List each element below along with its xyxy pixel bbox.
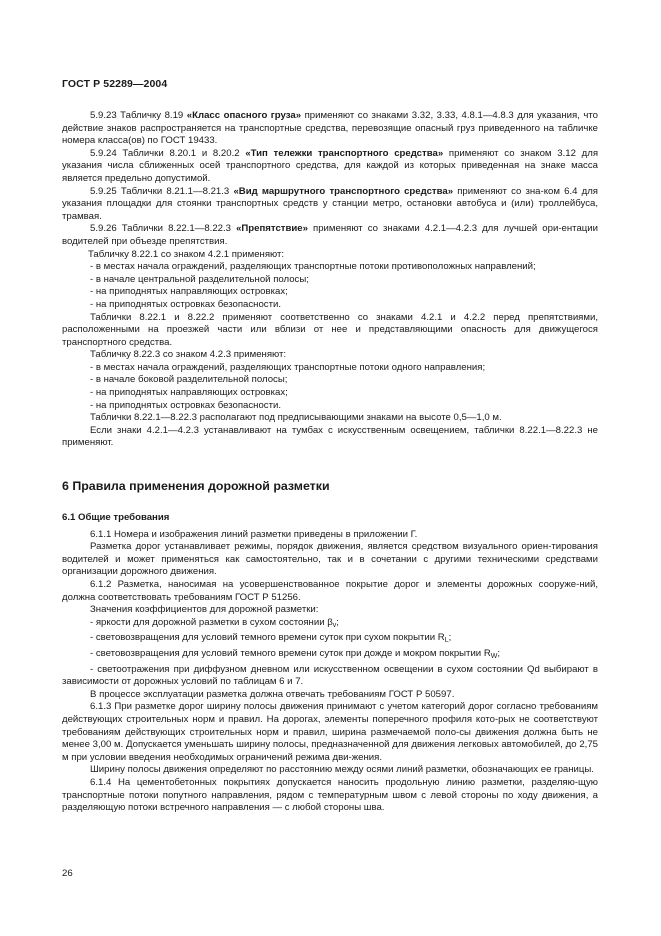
paragraph-5-9-25: 5.9.25 Таблички 8.21.1—8.21.3 «Вид маршрутного транспортного средства» применяют со зна-ком 6.4 для указания площадки для стоянки транспортных средств у станции метро, остановки автобуса и (или) троллейбуса, трамвая. bbox=[62, 185, 599, 222]
paragraph-6-1-4: 6.1.4 На цементобетонных покрытиях допускается наносить продольную линию разметки, разделяю-щую транспортные потоки попутного направления, рядом с температурным швом с левой стороны по ходу движения, а разделяющую потоки встречного направления — с любой стороны шва. bbox=[62, 776, 598, 814]
paragraph-5-9-26: 5.9.26 Таблички 8.22.1—8.22.3 «Препятствие» применяют со знаками 4.2.1—4.2.3 для лучшей ори-ентации водителей при объезде препятствия. bbox=[62, 223, 598, 247]
document-page bbox=[62, 78, 598, 815]
paragraph-6-1-3: 6.1.3 При разметке дорог ширину полосы движения принимают с учетом категорий дорог согласно требованиям действующих строительных норм и правил. На дорогах, элементы поперечного профиля кото-рых не соответствуют требованиям действующих строительных норм и правил, ширина размечаемой поло-сы движения должна быть не менее 3,00 м. Допускается уменьшать ширину полосы, предназначенной для движения легковых автомобилей, до 2,75 м при условии введения необходимых ограничений режима дви-жения. bbox=[62, 701, 598, 763]
paragraph-6-1-2: 6.1.2 Разметка, наносимая на усовершенствованное покрытие дорог и элементы дорожных сооруже-ний, должна соответствовать требованиям ГОСТ Р 51256. bbox=[62, 579, 598, 603]
page-number: 26 bbox=[62, 868, 73, 879]
document-header: ГОСТ Р 52289—2004 bbox=[62, 78, 168, 90]
paragraph-8-22-1: Таблички 8.22.1 и 8.22.2 применяют соответственно со знаками 4.2.1 и 4.2.2 перед препятствиями, расположенными на проезжей части или вблизи от нее и представляющими опасность для движущегося транспортного средства. bbox=[62, 311, 598, 348]
list-item: - на приподнятых направляющих островках; bbox=[90, 286, 288, 298]
section-6-title: 6 Правила применения дорожной разметки bbox=[62, 479, 330, 494]
list-item: - светоотражения при диффузном дневном или искусственном освещении в сухом состоянии Qd выбирают в зависимости от дорожных условий по таблицам 6 и 7. bbox=[62, 663, 598, 688]
paragraph-razmetka: Разметка дорог устанавливает режимы, порядок движения, является средством визуального ориен-тирования водителей и может применяться как самостоятельно, так и в сочетании с другими техническими средствами организации дорожного движения. bbox=[62, 541, 598, 578]
paragraph-6-1-1: 6.1.1 Номера и изображения линий разметки приведены в приложении Г. bbox=[90, 528, 418, 540]
list-item: - в местах начала ограждений, разделяющих транспортные потоки одного направления; bbox=[90, 361, 486, 373]
paragraph-tumb: Если знаки 4.2.1—4.2.3 устанавливают на тумбах с искусственным освещением, таблички 8.22.1—8.22.3 не применяют. bbox=[62, 424, 598, 449]
list2-intro: Табличку 8.22.3 со знаком 4.2.3 применяют: bbox=[90, 349, 287, 361]
coef-intro: Значения коэффициентов для дорожной разметки: bbox=[90, 604, 319, 616]
paragraph-exploitation: В процессе эксплуатации разметка должна отвечать требованиям ГОСТ Р 50597. bbox=[90, 688, 455, 700]
list-item: - световозвращения для условий темного времени суток при сухом покрытии $R_L$; bbox=[90, 632, 452, 645]
paragraph-5-9-23: 5.9.23 Табличку 8.19 «Класс опасного груза» применяют со знаками 3.32, 3.33, 4.8.1—4.8.3 для указания, что действие знаков распространяется на транспортные средства, перевозящие опасный груз приведенного на табличке номера класса(ов) по ГОСТ 19433. bbox=[62, 110, 599, 147]
list-item: - в начале боковой разделительной полосы; bbox=[90, 374, 288, 386]
list1-intro: Табличку 8.22.1 со знаком 4.2.1 применяют: bbox=[88, 248, 285, 260]
paragraph-height: Таблички 8.22.1—8.22.3 располагают под предписывающими знаками на высоте 0,5—1,0 м. bbox=[90, 412, 502, 424]
list-item: - на приподнятых островках безопасности. bbox=[90, 399, 282, 411]
list-item: - в местах начала ограждений, разделяющих транспортные потоки противоположных направлений; bbox=[90, 261, 536, 273]
list-item: - на приподнятых направляющих островках; bbox=[90, 387, 288, 399]
list-item: - световозвращения для условий темного времени суток при дожде и мокром покрытии $R_W$; bbox=[90, 647, 501, 660]
list-item: - яркости для дорожной разметки в сухом состоянии $\beta_v$; bbox=[90, 616, 339, 629]
paragraph-lane-width: Ширину полосы движения определяют по расстоянию между осями линий разметки, обозначающих ее границы. bbox=[90, 764, 594, 776]
list-item: - на приподнятых островках безопасности. bbox=[90, 298, 282, 310]
paragraph-5-9-24: 5.9.24 Таблички 8.20.1 и 8.20.2 «Тип тележки транспортного средства» применяют со знаком 3.12 для указания числа сближенных осей транспортного средства, для каждой из которых приведенная на знаке масса является предельно допустимой. bbox=[62, 147, 599, 184]
section-6-1-title: 6.1 Общие требования bbox=[62, 512, 170, 524]
list-item: - в начале центральной разделительной полосы; bbox=[90, 273, 309, 285]
